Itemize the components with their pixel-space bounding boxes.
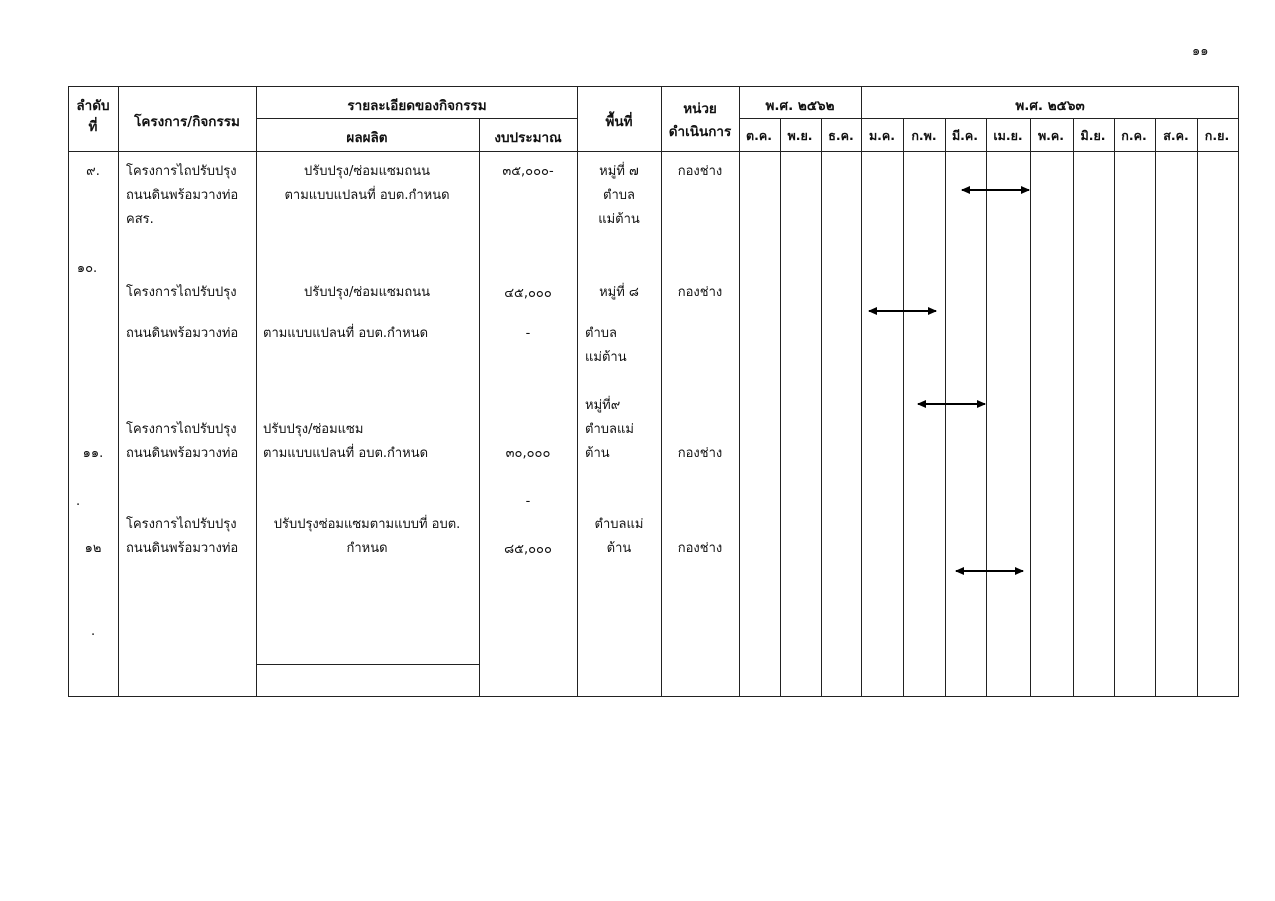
budget-value: ๔๕,๐๐๐ [504, 286, 552, 301]
unit-value: กองช่าง [677, 446, 723, 461]
budget-value: ๓๐,๐๐๐ [505, 446, 551, 461]
row-number: ๑๐. [76, 261, 98, 276]
area-value: ตำบลแม่ ต้าน [594, 517, 644, 556]
budget-dash: - [525, 494, 531, 509]
project-name-continued: ถนนดินพร้อมวางท่อ [126, 326, 239, 341]
row-number: ๙. [86, 164, 100, 179]
month-jan: ม.ค. [868, 128, 896, 143]
area-value: หมู่ที่๙ ตำบลแม่ ต้าน [585, 398, 634, 461]
area-value: หมู่ที่ ๗ ตำบล แม่ต้าน [598, 164, 640, 227]
header-area: พื้นที่ [605, 114, 633, 130]
row-number: ๑๑. [82, 446, 104, 461]
project-name: โครงการไถปรับปรุง [126, 285, 237, 300]
month-oct: ต.ค. [746, 128, 772, 143]
month-feb: ก.พ. [911, 128, 937, 143]
budget-value: ๓๕,๐๐๐- [502, 164, 554, 179]
header-year-2563: พ.ศ. ๒๕๖๓ [1015, 98, 1085, 114]
header-no: ลำดับ ที่ [76, 98, 110, 135]
output-description: ปรับปรุงซ่อมแซมตามแบบที่ อบต. กำหนด [273, 517, 461, 556]
month-jul: ก.ค. [1121, 128, 1147, 143]
output-description-continued: ตามแบบแปลนที่ อบต.กำหนด [263, 326, 429, 341]
row-number: ๑๒ [84, 541, 102, 556]
unit-value: กองช่าง [677, 541, 723, 556]
budget-dash: - [525, 326, 531, 341]
output-description: ปรับปรุง/ซ่อมแซม ตามแบบแปลนที่ อบต.กำหนด [263, 422, 429, 461]
month-aug: ส.ค. [1163, 128, 1189, 143]
project-name: โครงการไถปรับปรุง ถนนดินพร้อมวางท่อ คสร. [126, 164, 239, 227]
header-project: โครงการ/กิจกรรม [134, 114, 240, 130]
area-value-continued: ตำบล แม่ต้าน [585, 326, 627, 365]
header-output: ผลผลิต [346, 130, 388, 146]
stray-mark: . [91, 624, 96, 639]
stray-mark: . [76, 494, 81, 509]
project-name: โครงการไถปรับปรุง ถนนดินพร้อมวางท่อ [126, 422, 239, 461]
month-dec: ธ.ค. [828, 128, 854, 143]
budget-value: ๘๕,๐๐๐ [504, 542, 552, 557]
output-description: ปรับปรุง/ซ่อมแซมถนน ตามแบบแปลนที่ อบต.กำหนด [284, 164, 450, 203]
month-nov: พ.ย. [787, 128, 813, 143]
header-budget: งบประมาณ [494, 130, 562, 146]
unit-value: กองช่าง [677, 164, 723, 179]
page-number: ๑๑ [1192, 44, 1209, 59]
month-sep: ก.ย. [1204, 128, 1230, 143]
header-unit: หน่วย ดำเนินการ [668, 101, 732, 140]
month-may: พ.ค. [1037, 128, 1065, 143]
header-details: รายละเอียดของกิจกรรม [347, 98, 487, 114]
unit-value: กองช่าง [677, 285, 723, 300]
area-value: หมู่ที่ ๘ [599, 285, 639, 300]
project-name: โครงการไถปรับปรุง ถนนดินพร้อมวางท่อ [126, 517, 239, 556]
month-apr: เม.ย. [993, 128, 1023, 143]
header-year-2562: พ.ศ. ๒๕๖๒ [765, 98, 835, 114]
output-description: ปรับปรุง/ซ่อมแซมถนน [303, 285, 431, 300]
month-mar: มี.ค. [951, 128, 979, 143]
month-jun: มิ.ย. [1080, 128, 1106, 143]
